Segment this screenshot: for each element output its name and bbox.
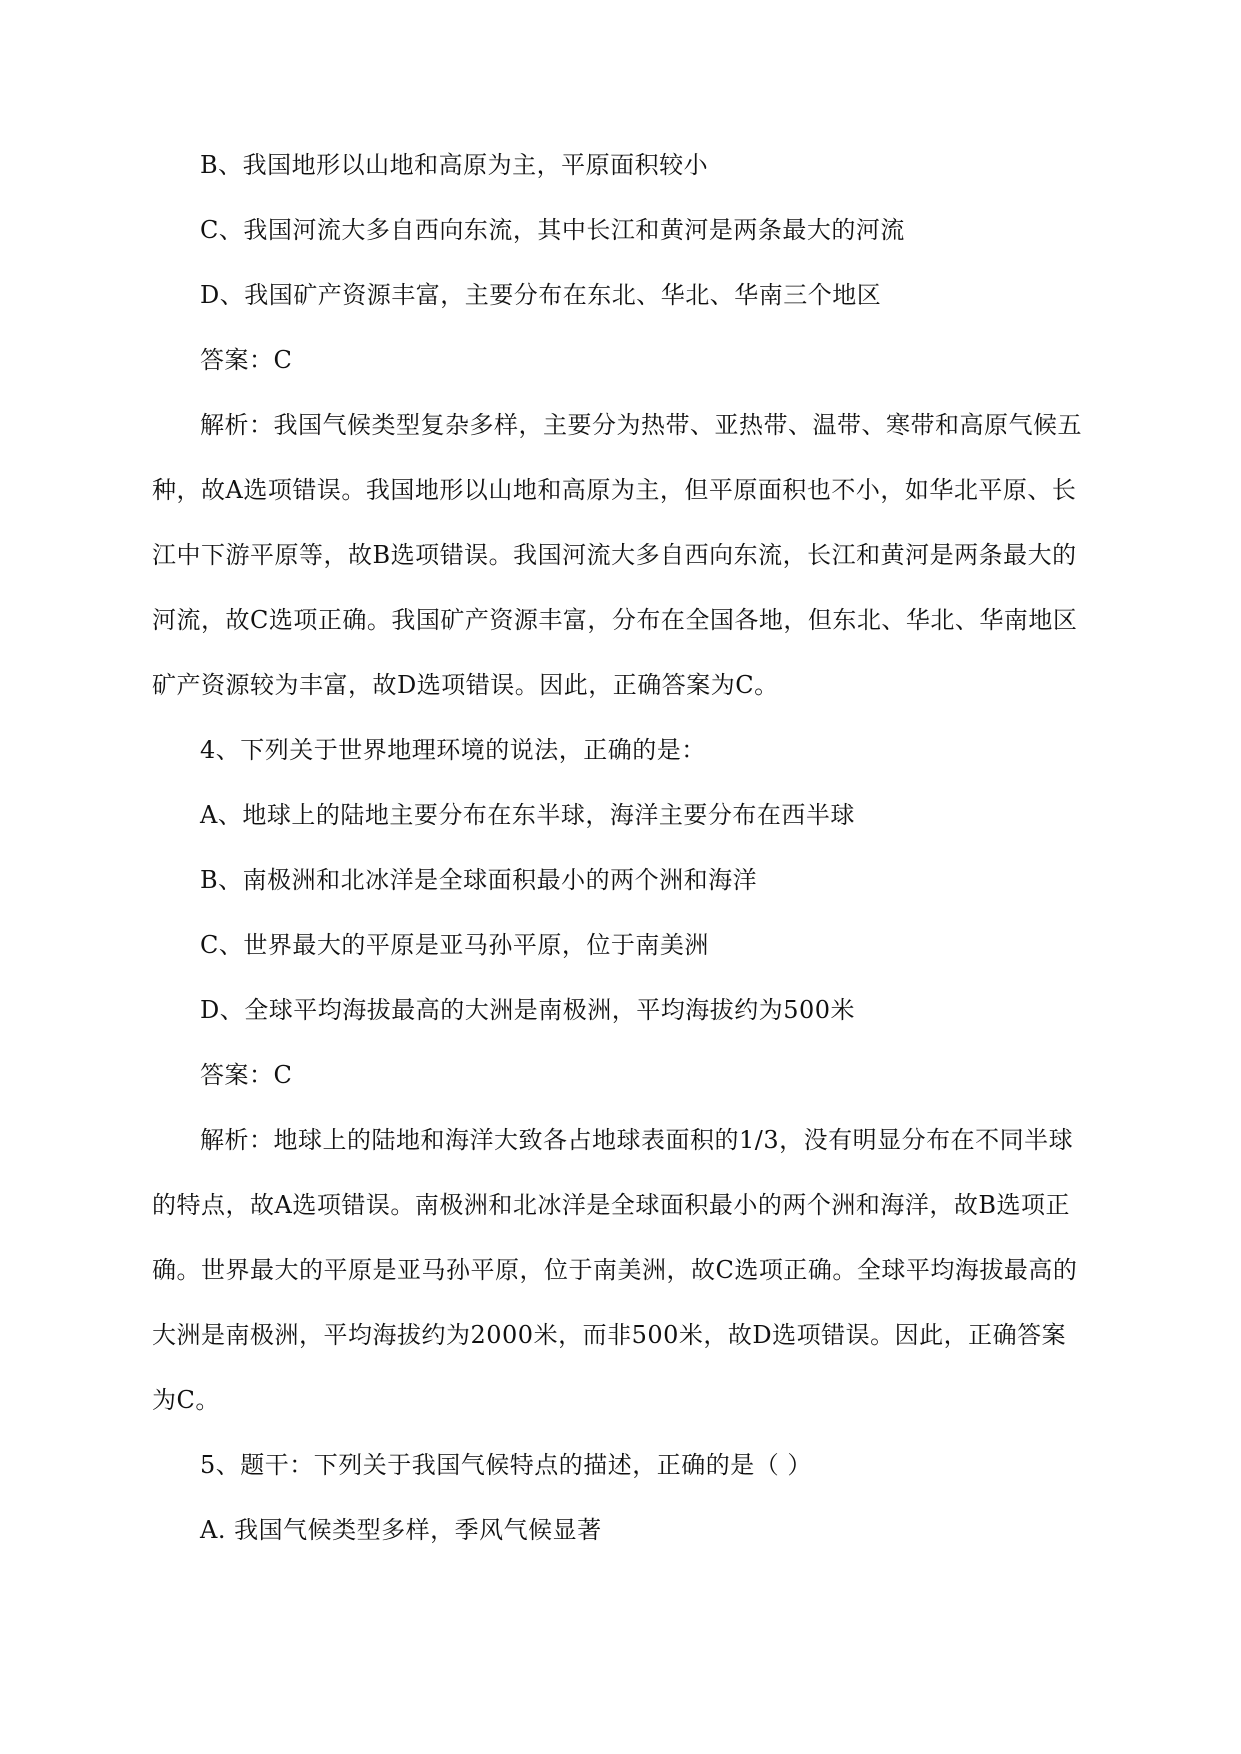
q4-stem: 4、下列关于世界地理环境的说法，正确的是： — [200, 736, 706, 764]
q3-option-b: B、我国地形以山地和高原为主，平原面积较小 — [200, 151, 709, 179]
q4-option-a: A、地球上的陆地主要分布在东半球，海洋主要分布在西半球 — [200, 801, 855, 829]
q3-analysis — [152, 393, 1092, 718]
q4-answer: 答案：C — [200, 1061, 293, 1089]
q3-analysis-line: 江中下游平原等，故B选项错误。我国河流大多自西向东流，长江和黄河是两条最大的 — [152, 541, 1077, 569]
q3-option-c: C、我国河流大多自西向东流，其中长江和黄河是两条最大的河流 — [200, 216, 905, 244]
q5-stem: 5、题干：下列关于我国气候特点的描述，正确的是（ ） — [200, 1451, 812, 1479]
q4-analysis-line: 解析：地球上的陆地和海洋大致各占地球表面积的1/3，没有明显分布在不同半球 — [200, 1126, 1074, 1154]
q4-analysis-line: 确。世界最大的平原是亚马孙平原，位于南美洲，故C选项正确。全球平均海拔最高的 — [152, 1256, 1078, 1284]
q4-option-d: D、全球平均海拔最高的大洲是南极洲，平均海拔约为500米 — [200, 996, 856, 1024]
q3-answer: 答案：C — [200, 346, 293, 374]
q4-option-c: C、世界最大的平原是亚马孙平原，位于南美洲 — [200, 931, 709, 959]
q4-analysis-line: 的特点，故A选项错误。南极洲和北冰洋是全球面积最小的两个洲和海洋，故B选项正 — [152, 1191, 1070, 1219]
q3-analysis-line: 种，故A选项错误。我国地形以山地和高原为主，但平原面积也不小，如华北平原、长 — [152, 476, 1077, 504]
q5-option-a: A. 我国气候类型多样，季风气候显著 — [200, 1516, 602, 1544]
q3-analysis-line: 河流，故C选项正确。我国矿产资源丰富，分布在全国各地，但东北、华北、华南地区 — [152, 606, 1078, 634]
q3-analysis-line: 矿产资源较为丰富，故D选项错误。因此，正确答案为C。 — [152, 671, 779, 699]
q4-analysis-line: 大洲是南极洲，平均海拔约为2000米，而非500米，故D选项错误。因此，正确答案 — [152, 1321, 1067, 1349]
q3-option-d: D、我国矿产资源丰富，主要分布在东北、华北、华南三个地区 — [200, 281, 882, 309]
q4-option-b: B、南极洲和北冰洋是全球面积最小的两个洲和海洋 — [200, 866, 758, 894]
q4-analysis-line: 为C。 — [152, 1386, 220, 1414]
q4-analysis — [152, 1108, 1092, 1433]
q3-analysis-line: 解析：我国气候类型复杂多样，主要分为热带、亚热带、温带、寒带和高原气候五 — [200, 411, 1082, 439]
